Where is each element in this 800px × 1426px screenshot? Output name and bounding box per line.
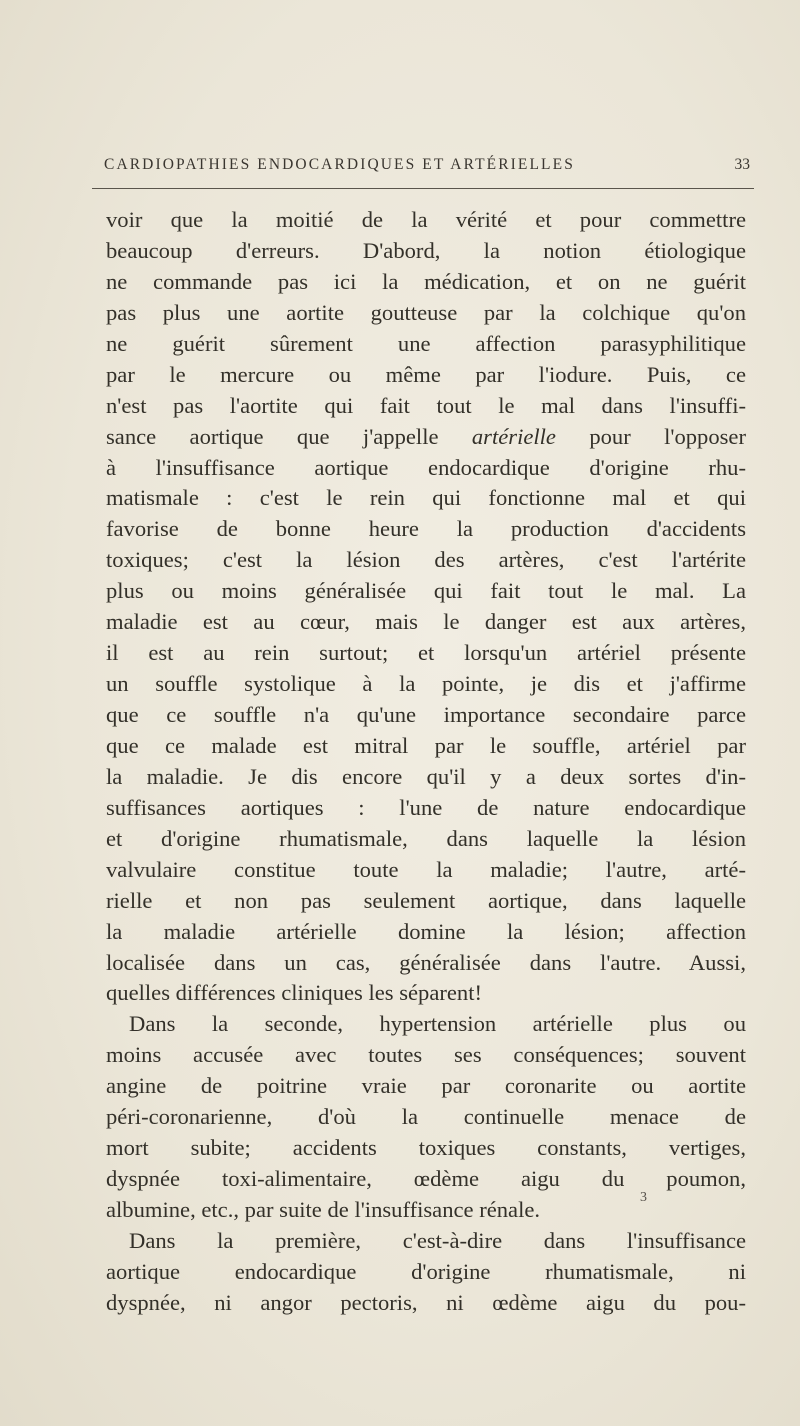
text-line: dyspnée toxi-alimentaire, œdème aigu du poumon, — [106, 1166, 746, 1192]
text-line: toxiques; c'est la lésion des artères, c'est l'artérite — [106, 547, 746, 573]
text-line: ne commande pas ici la médication, et on ne guérit — [106, 268, 746, 294]
text-line: Dans la première, c'est-à-dire dans l'insuffisance — [129, 1227, 746, 1253]
text-line: favorise de bonne heure la production d'accidents — [106, 516, 746, 542]
text-line-with-italic — [106, 422, 746, 453]
text-line: que ce malade est mitral par le souffle, artériel par — [106, 732, 746, 758]
text-line: à l'insuffisance aortique endocardique d'origine rhu- — [106, 454, 746, 480]
body-text — [106, 205, 746, 1319]
text-line: aortique endocardique d'origine rhumatismale, ni — [106, 1258, 746, 1284]
text-line: localisée dans un cas, généralisée dans l'autre. Aussi, — [106, 949, 746, 975]
italic-term: artérielle — [471, 423, 556, 449]
text-line: matismale : c'est le rein qui fonctionne mal et qui — [106, 485, 746, 511]
text-line: maladie est au cœur, mais le danger est aux artères, — [106, 609, 746, 635]
text-line: la maladie artérielle domine la lésion; affection — [106, 918, 746, 944]
header-rule — [92, 188, 754, 189]
text-line: moins accusée avec toutes ses conséquences; souvent — [106, 1042, 746, 1068]
page-header — [92, 150, 752, 182]
text-line: dyspnée, ni angor pectoris, ni œdème aigu du pou- — [106, 1289, 746, 1315]
text-line: beaucoup d'erreurs. D'abord, la notion étiologique — [106, 237, 746, 263]
text-line: quelles différences cliniques les séparent! — [106, 980, 482, 1006]
signature-mark: 3 — [640, 1190, 647, 1205]
text-line: que ce souffle n'a qu'une importance secondaire parce — [106, 702, 746, 727]
text-line: albumine, etc., par suite de l'insuffisance rénale. — [106, 1197, 541, 1222]
text-line: Dans la seconde, hypertension artérielle plus ou — [129, 1011, 746, 1037]
text-line: et d'origine rhumatismale, dans laquelle la lésion — [106, 825, 746, 851]
text-line: angine de poitrine vraie par coronarite ou aortite — [106, 1073, 746, 1099]
text-line: n'est pas l'aortite qui fait tout le mal dans l'insuffi- — [106, 392, 746, 418]
text-line: péri-coronarienne, d'où la continuelle menace de — [106, 1104, 746, 1130]
text-line: ne guérit sûrement une affection parasyphilitique — [106, 330, 746, 356]
text-line: il est au rein surtout; et lorsqu'un artériel présente — [106, 640, 746, 666]
text-line: valvulaire constitue toute la maladie; l'autre, arté- — [106, 856, 746, 882]
text-line: la maladie. Je dis encore qu'il y a deux sortes d'in- — [106, 763, 746, 789]
text-line: pas plus une aortite goutteuse par la colchique qu'on — [106, 299, 746, 325]
text-line: rielle et non pas seulement aortique, dans laquelle — [106, 887, 746, 913]
page-number: 33 — [734, 156, 750, 173]
text-line: mort subite; accidents toxiques constants, vertiges, — [106, 1135, 746, 1161]
text-line: un souffle systolique à la pointe, je dis et j'affirme — [106, 671, 746, 697]
text-segment: pour l'opposer — [589, 423, 746, 449]
running-title: CARDIOPATHIES ENDOCARDIQUES ET ARTÉRIELLES — [104, 156, 575, 173]
text-line: par le mercure ou même par l'iodure. Puis, ce — [106, 361, 746, 387]
text-line: plus ou moins généralisée qui fait tout le mal. La — [106, 578, 746, 604]
text-line: voir que la moitié de la vérité et pour commettre — [106, 207, 746, 232]
text-line: suffisances aortiques : l'une de nature endocardique — [106, 794, 746, 820]
text-segment: sance aortique que j'appelle — [106, 423, 439, 449]
